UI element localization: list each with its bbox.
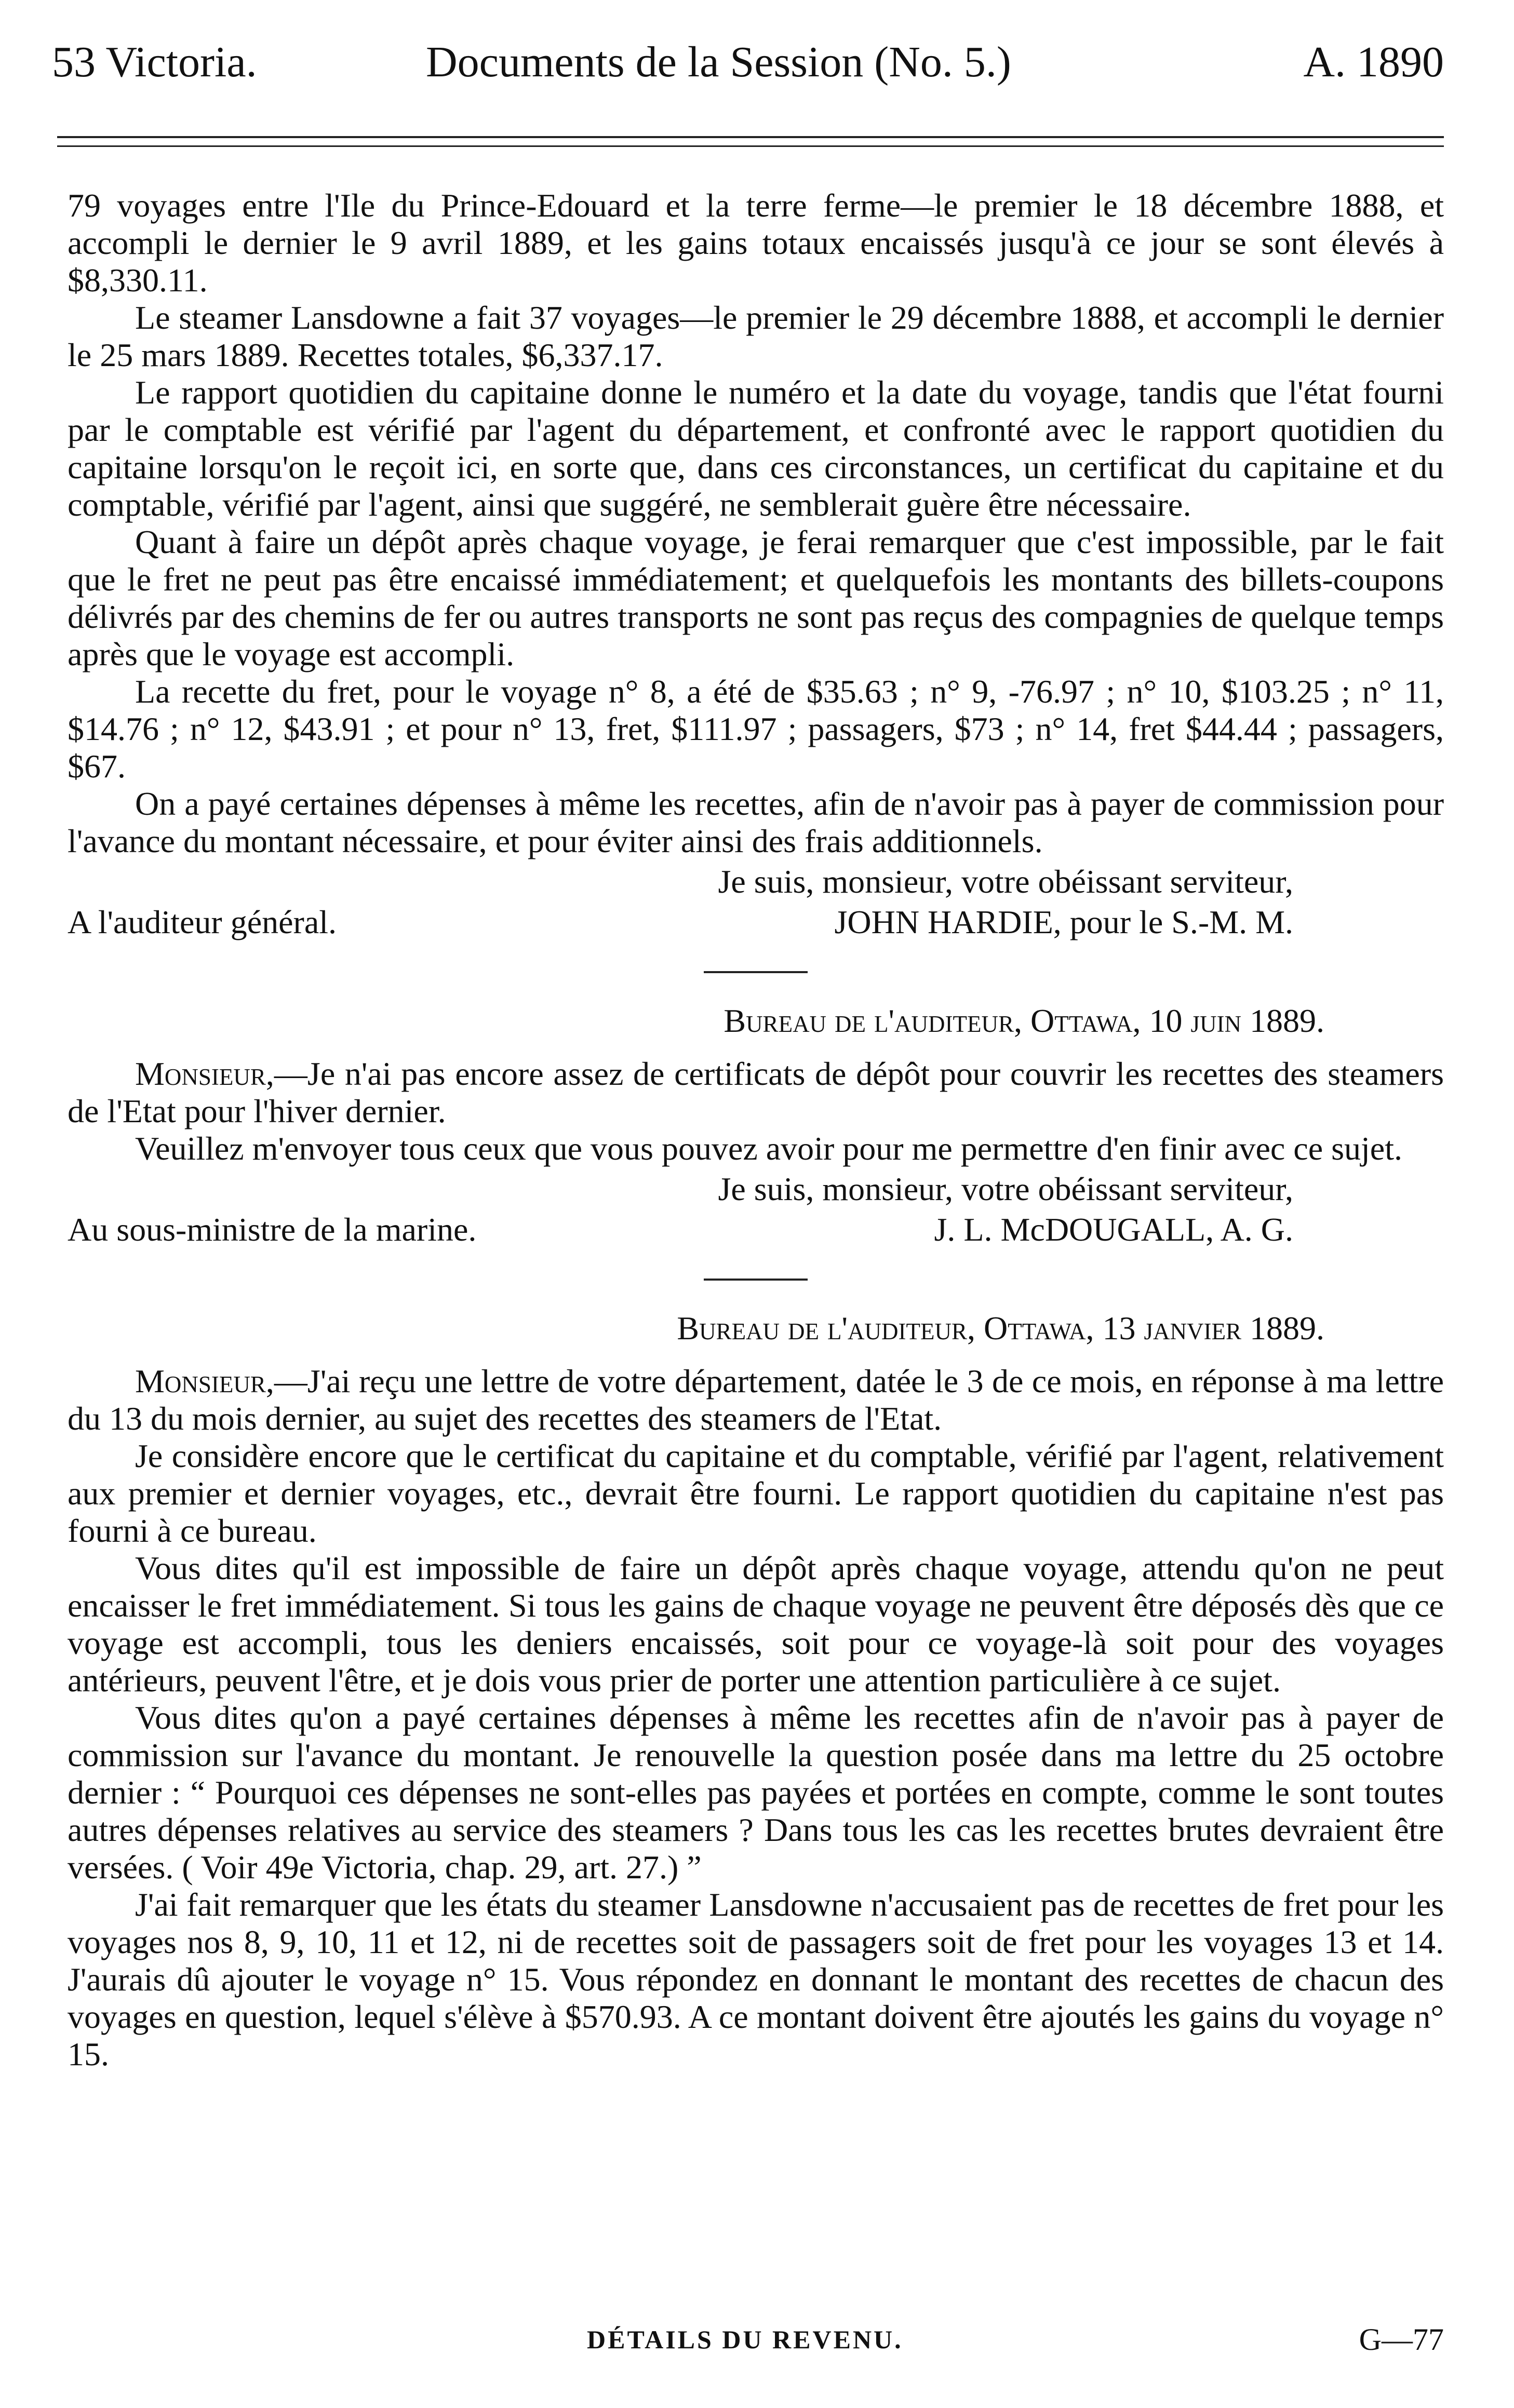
header-rule-bottom [57, 145, 1444, 147]
salutation: Monsieur, [135, 1363, 274, 1400]
salutation: Monsieur, [135, 1055, 274, 1092]
paragraph: On a payé certaines dépenses à même les recettes, afin de n'avoir pas à payer de commission pour l'avance du montant nécessaire, et pour éviter ainsi des frais additionnels. [68, 785, 1444, 859]
paragraph: Le rapport quotidien du capitaine donne le numéro et la date du voyage, tandis que l'état fourni par le comptable est vérifié par l'agent du département, et confronté avec le rapport quotidien du capitaine lorsqu'on le reçoit ici, en sorte que, dans ces circonstances, un certificat du capitaine et du comptable, vérifié par l'agent, ainsi que suggéré, ne semblerait guère être nécessaire. [68, 374, 1444, 523]
paragraph: J'ai fait remarquer que les états du steamer Lansdowne n'accusaient pas de recettes de fret pour les voyages nos 8, 9, 10, 11 et 12, ni de recettes soit de passagers soit de fret pour les voyages 13 et 14. J'aurais dû ajouter le voyage n° 15. Vous répondez en donnant le montant des recettes de chacun des voyages en question, lequel s'élève à $570.93. A ce montant doivent être ajoutés les gains du voyage n° 15. [68, 1886, 1444, 2073]
signature-line [68, 1211, 1444, 1248]
paragraph: Vous dites qu'il est impossible de faire un dépôt après chaque voyage, attendu qu'on ne peut encaisser le fret immédiatement. Si tous les gains de chaque voyage ne peuvent être déposés dès que ce voyage est accompli, tous les deniers encaissés, soit pour ce voyage-là soit pour des voyages antérieurs, peuvent l'être, et je dois vous prier de porter une attention particulière à ce sujet. [68, 1550, 1444, 1699]
paragraph: 79 voyages entre l'Ile du Prince-Edouard et la terre ferme—le premier le 18 décembre 1888, et accompli le dernier le 9 avril 1889, et les gains totaux encaissés jusqu'à ce jour se sont élevés à $8,330.11. [68, 187, 1444, 299]
header-rule-top [57, 136, 1444, 138]
paragraph: Vous dites qu'on a payé certaines dépenses à même les recettes afin de n'avoir pas à payer de commission sur l'avance du montant. Je renouvelle la question posée dans ma lettre du 25 octobre dernier : “ Pourquoi ces dépenses ne sont-elles pas payées et portées en compte, comme le sont toutes autres dépenses relatives au service des steamers ? Dans tous les cas les recettes brutes devraient être versées. ( Voir 49e Victoria, chap. 29, art. 27.) ” [68, 1699, 1444, 1886]
section-divider [704, 971, 808, 973]
signature: J. L. McDOUGALL, A. G. [934, 1211, 1293, 1248]
paragraph: Veuillez m'envoyer tous ceux que vous pouvez avoir pour me permettre d'en finir avec ce sujet. [135, 1130, 1402, 1167]
page-body [68, 187, 1444, 2073]
header-session: 53 Victoria. [52, 38, 257, 86]
paragraph [68, 1363, 1444, 1437]
paragraph: Quant à faire un dépôt après chaque voyage, je ferai remarquer que c'est impossible, par le fait que le fret ne peut pas être encaissé immédiatement; et quelquefois les montants des billets-coupons délivrés par des chemins de fer ou autres transports ne sont pas reçus des compagnies de quelque temps après que le voyage est accompli. [68, 523, 1444, 672]
closing-line [68, 1171, 1444, 1208]
closing-text: Je suis, monsieur, votre obéissant serviteur, [718, 1171, 1293, 1207]
paragraph: Le steamer Lansdowne a fait 37 voyages—le premier le 29 décembre 1888, et accompli le dernier le 25 mars 1889. Recettes totales, $6,337.17. [68, 299, 1444, 373]
header-title: Documents de la Session (No. 5.) [426, 38, 1011, 86]
paragraph-text: —Je n'ai pas encore assez de certificats de dépôt pour couvrir les recettes des steamers de l'Etat pour l'hiver dernier. [68, 1055, 1444, 1129]
letter-place-date: Bureau de l'auditeur, Ottawa, 10 juin 1889. [723, 1002, 1324, 1039]
closing-text: Je suis, monsieur, votre obéissant serviteur, [718, 863, 1293, 900]
paragraph-text: —J'ai reçu une lettre de votre département, datée le 3 de ce mois, en réponse à ma lettre du 13 du mois dernier, au sujet des recettes des steamers de l'Etat. [68, 1363, 1444, 1437]
addressee: A l'auditeur général. [68, 904, 337, 940]
header-year: A. 1890 [1303, 38, 1444, 86]
signature-line [68, 904, 1444, 941]
paragraph: La recette du fret, pour le voyage n° 8, a été de $35.63 ; n° 9, -76.97 ; n° 10, $103.25 ; n° 11, $14.76 ; n° 12, $43.91 ; et pour n° 13, fret, $111.97 ; passagers, $73 ; n° 14, fret $44.44 ; passagers, $67. [68, 673, 1444, 785]
page-number: G—77 [1359, 2322, 1444, 2357]
footer-section-title: DÉTAILS DU REVENU. [587, 2325, 903, 2354]
addressee: Au sous-ministre de la marine. [68, 1211, 477, 1248]
section-divider [704, 1279, 808, 1281]
closing-line [68, 863, 1444, 900]
paragraph: Je considère encore que le certificat du capitaine et du comptable, vérifié par l'agent, relativement aux premier et dernier voyages, etc., devrait être fourni. Le rapport quotidien du capitaine n'est pas fourni à ce bureau. [68, 1437, 1444, 1549]
paragraph [68, 1055, 1444, 1130]
letter-place-date: Bureau de l'auditeur, Ottawa, 13 janvier 1889. [677, 1310, 1324, 1347]
signature: JOHN HARDIE, pour le S.-M. M. [834, 904, 1293, 940]
